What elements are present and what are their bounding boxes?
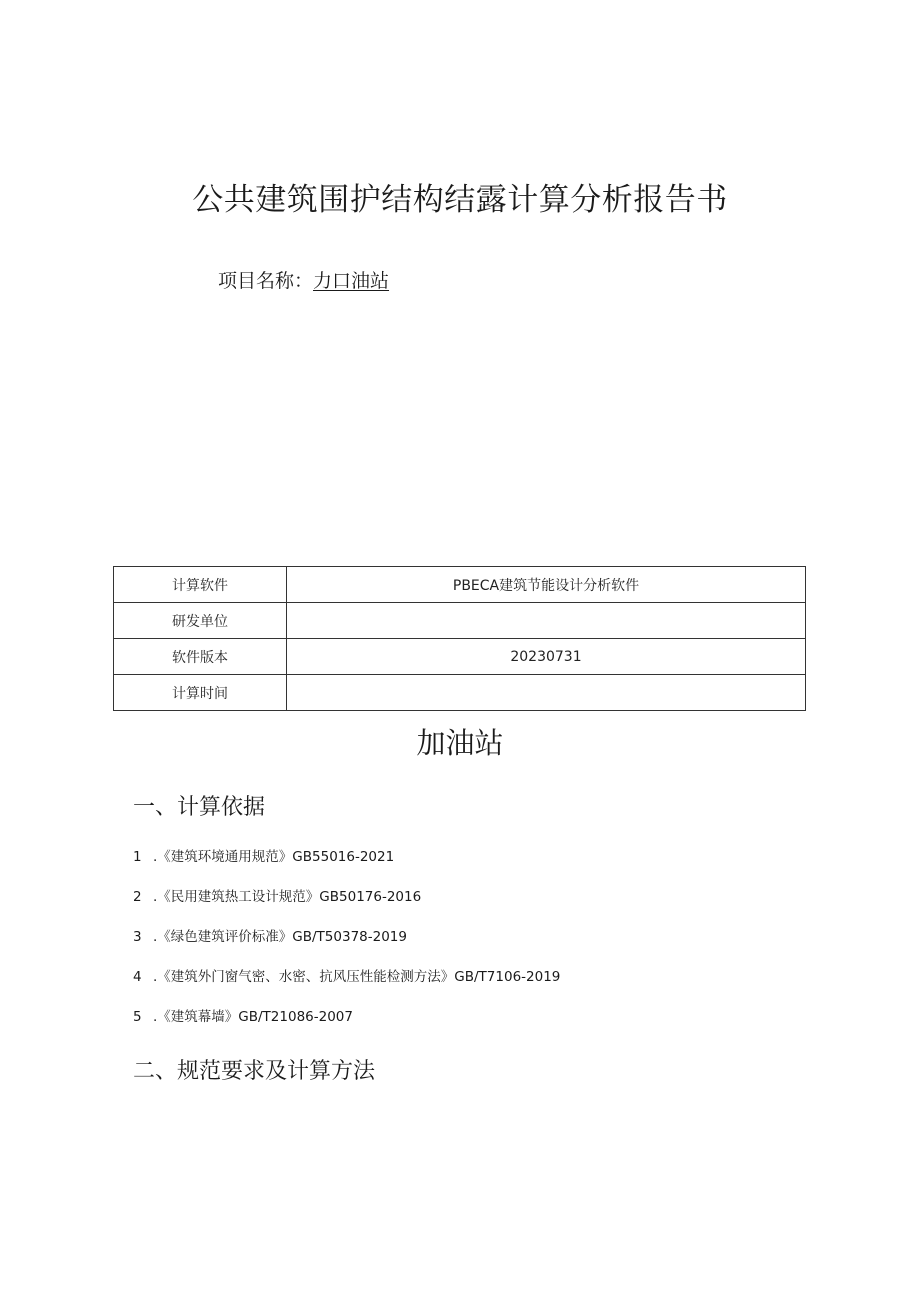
table-row — [114, 603, 806, 639]
table-cell-value: 20230731 — [287, 639, 806, 675]
table-cell-label: 计算软件 — [114, 567, 287, 603]
table-row — [114, 567, 806, 603]
project-name-line — [218, 267, 389, 295]
list-item-number: 3 — [133, 929, 142, 945]
table-cell-label: 计算时间 — [114, 675, 287, 711]
reference-list — [133, 846, 560, 1046]
software-info-table — [113, 566, 806, 711]
table-cell-value — [287, 603, 806, 639]
table-cell-label: 软件版本 — [114, 639, 287, 675]
list-item — [133, 886, 560, 926]
section-title: 加油站 — [416, 726, 504, 760]
list-item — [133, 846, 560, 886]
list-item-text: .《建筑幕墙》GB/T21086-2007 — [153, 1009, 353, 1025]
list-item-text: .《民用建筑热工设计规范》GB50176-2016 — [153, 889, 422, 905]
list-item-number: 5 — [133, 1009, 142, 1025]
table-row — [114, 639, 806, 675]
report-title: 公共建筑围护结构结露计算分析报告书 — [192, 182, 728, 218]
list-item — [133, 966, 560, 1006]
project-name-value: 力口油站 — [313, 270, 390, 292]
project-name-label: 项目名称： — [218, 270, 314, 292]
table-cell-value: PBECA建筑节能设计分析软件 — [287, 567, 806, 603]
list-item-text: .《建筑外门窗气密、水密、抗风压性能检测方法》GB/T7106-2019 — [153, 969, 561, 985]
list-item-number: 2 — [133, 889, 142, 905]
list-item-number: 1 — [133, 849, 142, 865]
list-item-number: 4 — [133, 969, 142, 985]
list-item — [133, 926, 560, 966]
table-row — [114, 675, 806, 711]
section2-heading: 二、规范要求及计算方法 — [133, 1059, 376, 1084]
list-item-text: .《建筑环境通用规范》GB55016-2021 — [153, 849, 395, 865]
table-cell-label: 研发单位 — [114, 603, 287, 639]
list-item — [133, 1006, 560, 1046]
list-item-text: .《绿色建筑评价标准》GB/T50378-2019 — [153, 929, 407, 945]
table-cell-value — [287, 675, 806, 711]
section1-heading: 一、计算依据 — [133, 795, 266, 820]
